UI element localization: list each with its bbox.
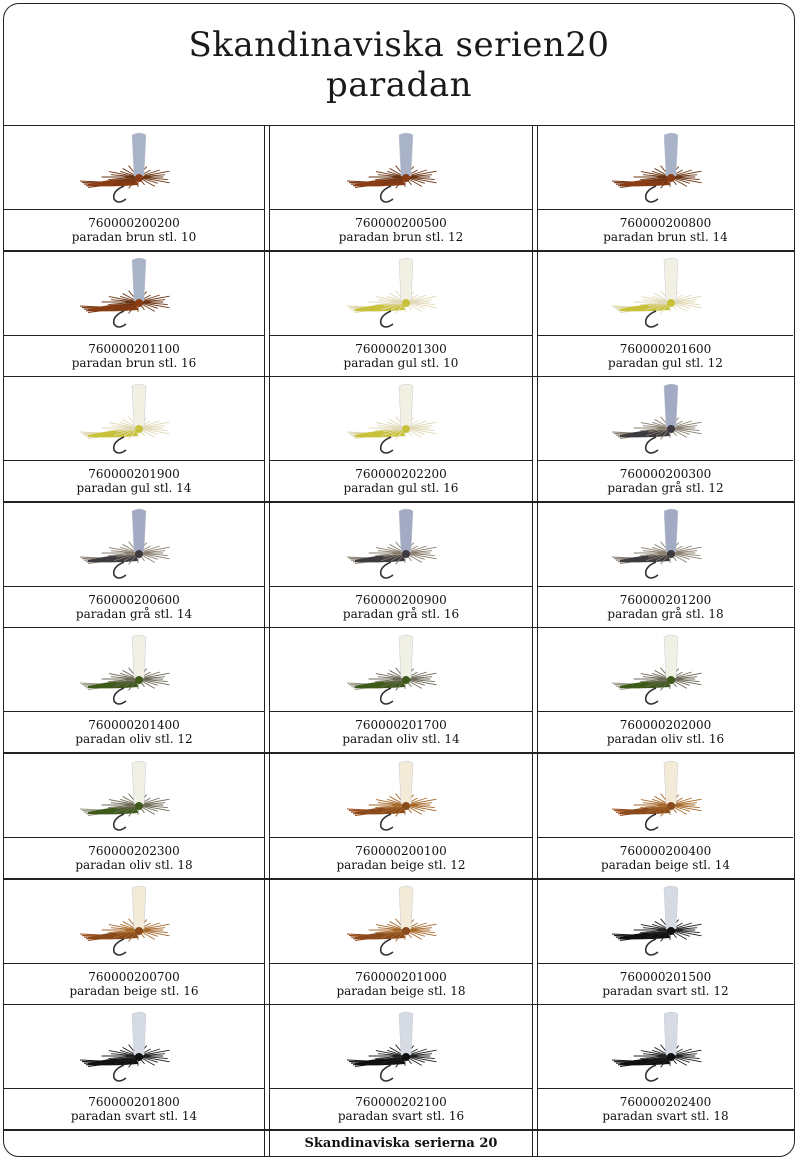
page-title: Skandinaviska serien20 <box>188 24 610 65</box>
product-code: 760000201900 <box>88 467 180 482</box>
product-code: 760000202300 <box>88 844 180 859</box>
product-caption <box>270 712 532 752</box>
product-image <box>270 754 532 838</box>
product-cell <box>4 1005 264 1131</box>
product-caption <box>538 587 793 627</box>
fly-image <box>341 254 461 332</box>
product-cell <box>270 252 532 378</box>
product-code: 760000202400 <box>619 1095 712 1110</box>
fly-image <box>606 380 726 458</box>
column-divider <box>532 628 538 754</box>
product-image <box>538 628 793 712</box>
product-code: 760000201600 <box>619 341 712 356</box>
product-caption <box>270 461 532 501</box>
column-divider <box>532 503 538 629</box>
product-code: 760000200600 <box>88 592 180 607</box>
product-cell <box>4 880 264 1006</box>
product-name: paradan beige stl. 12 <box>336 858 466 873</box>
product-code: 760000200200 <box>88 216 180 231</box>
footer-label: Skandinaviska serierna 20 <box>304 1135 498 1151</box>
fly-image <box>74 380 194 458</box>
product-image <box>270 1005 532 1089</box>
product-caption <box>538 210 793 250</box>
fly-image <box>341 757 461 835</box>
product-code: 760000201000 <box>355 969 447 984</box>
product-code: 760000201300 <box>355 341 447 356</box>
product-name: paradan gul stl. 12 <box>608 355 723 370</box>
product-row <box>4 377 794 503</box>
product-name: paradan gul stl. 16 <box>343 481 459 496</box>
product-caption <box>270 210 532 250</box>
product-caption <box>270 587 532 627</box>
product-name: paradan grå stl. 18 <box>607 606 724 621</box>
product-code: 760000200900 <box>355 592 447 607</box>
product-caption <box>4 838 264 878</box>
product-image <box>538 377 793 461</box>
product-image <box>4 377 264 461</box>
product-caption <box>4 210 264 250</box>
column-divider <box>532 880 538 1006</box>
product-row <box>4 126 794 252</box>
product-name: paradan oliv stl. 12 <box>75 732 193 747</box>
fly-image <box>74 505 194 583</box>
product-cell <box>4 252 264 378</box>
footer-cell-right <box>538 1130 794 1156</box>
product-name: paradan oliv stl. 14 <box>342 732 460 747</box>
product-row <box>4 880 794 1006</box>
column-divider <box>532 252 538 378</box>
fly-image <box>341 882 461 960</box>
product-name: paradan brun stl. 16 <box>71 355 197 370</box>
product-name: paradan svart stl. 18 <box>602 1109 729 1124</box>
fly-image <box>341 631 461 709</box>
product-cell <box>270 377 532 503</box>
product-row <box>4 628 794 754</box>
product-cell <box>270 126 532 252</box>
product-caption <box>270 1089 532 1129</box>
page-subtitle: paradan <box>326 64 472 105</box>
product-cell <box>538 1005 793 1131</box>
product-image <box>538 126 793 210</box>
product-image <box>270 377 532 461</box>
catalog-sheet <box>3 3 795 1157</box>
product-name: paradan brun stl. 10 <box>71 230 197 245</box>
product-image <box>538 880 793 964</box>
page-header <box>4 4 794 126</box>
product-caption <box>538 712 793 752</box>
fly-image <box>341 129 461 207</box>
product-cell <box>538 880 793 1006</box>
product-name: paradan grå stl. 14 <box>75 606 193 621</box>
product-name: paradan oliv stl. 18 <box>75 858 193 873</box>
product-name: paradan brun stl. 12 <box>338 230 464 245</box>
product-cell <box>538 628 793 754</box>
fly-image <box>606 757 726 835</box>
product-image <box>538 1005 793 1089</box>
column-divider <box>264 1005 270 1131</box>
column-divider <box>532 1005 538 1131</box>
product-image <box>4 754 264 838</box>
product-code: 760000201800 <box>88 1095 180 1110</box>
product-caption <box>538 838 793 878</box>
product-cell <box>538 377 793 503</box>
product-cell <box>4 126 264 252</box>
product-code: 760000200100 <box>355 844 447 859</box>
product-image <box>4 503 264 587</box>
product-caption <box>270 336 532 376</box>
column-divider <box>264 628 270 754</box>
product-image <box>270 126 532 210</box>
column-divider <box>264 126 270 252</box>
product-image <box>4 628 264 712</box>
product-cell <box>270 754 532 880</box>
product-code: 760000201100 <box>88 341 180 356</box>
footer-row <box>4 1130 794 1156</box>
product-code: 760000202100 <box>355 1095 447 1110</box>
product-code: 760000201700 <box>355 718 447 733</box>
product-image <box>270 880 532 964</box>
product-row <box>4 503 794 629</box>
product-name: paradan svart stl. 14 <box>70 1109 198 1124</box>
column-divider <box>264 880 270 1006</box>
product-caption <box>270 838 532 878</box>
fly-image <box>74 129 194 207</box>
product-name: paradan svart stl. 16 <box>337 1109 465 1124</box>
fly-image <box>341 1008 461 1086</box>
product-image <box>270 252 532 336</box>
product-name: paradan grå stl. 12 <box>607 481 724 496</box>
product-name: paradan beige stl. 16 <box>69 983 199 998</box>
fly-image <box>606 129 726 207</box>
product-cell <box>270 880 532 1006</box>
product-row <box>4 252 794 378</box>
product-image <box>538 754 793 838</box>
product-code: 760000202200 <box>355 467 447 482</box>
product-cell <box>4 628 264 754</box>
product-caption <box>538 336 793 376</box>
product-code: 760000200800 <box>619 216 712 231</box>
product-grid <box>4 126 794 1131</box>
product-caption <box>4 587 264 627</box>
product-code: 760000200500 <box>355 216 447 231</box>
fly-image <box>606 1008 726 1086</box>
product-cell <box>538 503 793 629</box>
product-code: 760000201200 <box>619 592 712 607</box>
product-name: paradan grå stl. 16 <box>342 606 460 621</box>
product-name: paradan beige stl. 18 <box>336 983 466 998</box>
product-caption <box>4 964 264 1004</box>
column-divider <box>532 377 538 503</box>
product-name: paradan gul stl. 14 <box>76 481 192 496</box>
column-divider <box>264 252 270 378</box>
footer-cell-left <box>4 1130 264 1156</box>
fly-image <box>606 631 726 709</box>
column-divider <box>264 377 270 503</box>
product-cell <box>270 628 532 754</box>
product-caption <box>4 1089 264 1129</box>
product-name: paradan gul stl. 10 <box>343 355 459 370</box>
product-name: paradan svart stl. 12 <box>602 983 729 998</box>
product-image <box>4 126 264 210</box>
product-code: 760000200400 <box>619 844 712 859</box>
product-cell <box>270 1005 532 1131</box>
fly-image <box>341 505 461 583</box>
fly-image <box>606 254 726 332</box>
fly-image <box>74 254 194 332</box>
fly-image <box>606 505 726 583</box>
product-cell <box>538 126 793 252</box>
product-cell <box>538 754 793 880</box>
product-code: 760000201500 <box>619 969 712 984</box>
product-cell <box>4 503 264 629</box>
product-cell <box>538 252 793 378</box>
product-row <box>4 1005 794 1131</box>
fly-image <box>74 882 194 960</box>
product-caption <box>538 461 793 501</box>
product-caption <box>4 461 264 501</box>
product-cell <box>4 754 264 880</box>
fly-image <box>74 757 194 835</box>
product-cell <box>270 503 532 629</box>
product-image <box>538 503 793 587</box>
product-code: 760000200700 <box>88 969 180 984</box>
product-image <box>4 1005 264 1089</box>
product-image <box>270 503 532 587</box>
column-divider <box>532 126 538 252</box>
fly-image <box>74 1008 194 1086</box>
fly-image <box>341 380 461 458</box>
product-name: paradan oliv stl. 16 <box>606 732 725 747</box>
product-code: 760000202000 <box>619 718 712 733</box>
product-name: paradan brun stl. 14 <box>603 230 728 245</box>
product-cell <box>4 377 264 503</box>
product-row <box>4 754 794 880</box>
fly-image <box>74 631 194 709</box>
product-name: paradan beige stl. 14 <box>600 858 731 873</box>
column-divider <box>532 754 538 880</box>
product-image <box>270 628 532 712</box>
product-code: 760000201400 <box>88 718 180 733</box>
product-caption <box>270 964 532 1004</box>
product-caption <box>538 964 793 1004</box>
product-image <box>4 880 264 964</box>
product-caption <box>4 336 264 376</box>
product-image <box>4 252 264 336</box>
product-image <box>538 252 793 336</box>
column-divider <box>264 503 270 629</box>
product-code: 760000200300 <box>619 467 712 482</box>
product-caption <box>4 712 264 752</box>
column-divider <box>264 754 270 880</box>
fly-image <box>606 882 726 960</box>
product-caption <box>538 1089 793 1129</box>
